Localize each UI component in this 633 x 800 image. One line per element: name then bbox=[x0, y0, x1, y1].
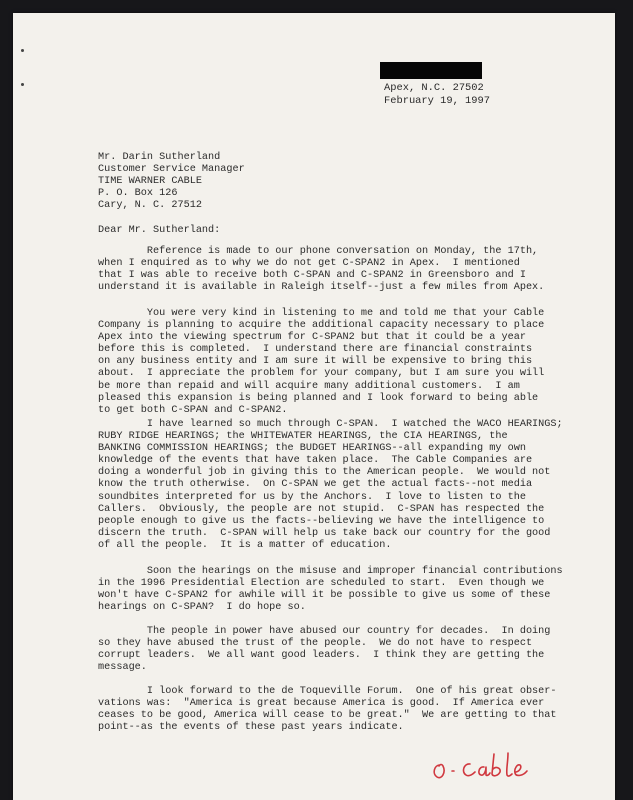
redacted-sender-name bbox=[380, 62, 482, 79]
paragraph-5: The people in power have abused our country for decades. In doing so they have abused the trust of the people. We do not have to respect corrupt leaders. We all want good leaders. I think they are getting the message. bbox=[98, 626, 551, 674]
recipient-company: TIME WARNER CABLE bbox=[98, 176, 202, 188]
recipient-title: Customer Service Manager bbox=[98, 164, 245, 176]
punch-hole bbox=[21, 83, 24, 86]
punch-hole bbox=[21, 49, 24, 52]
recipient-address bbox=[98, 152, 568, 212]
paragraph-3: I have learned so much through C-SPAN. I watched the WACO HEARINGS; RUBY RIDGE HEARINGS; the WHITEWATER HEARINGS, the CIA HEARINGS, the BANKING COMMISSION HEARINGS; the BUDGET HEARINGS--all expanding my own knowledge of the events that have taken place. The Cable Companies are doing a wonderful job in giving this to the American people. We would not know the truth otherwise. On C-SPAN we get the actual facts--not media soundbites interpreted for us by the Anchors. I love to listen to the Callers. Obviously, the people are not stupid. C-SPAN has respected the people enough to give us the facts--believing we have the intelligence to discern the truth. C-SPAN will help us take back our country for the good of all the people. It is a matter of education. bbox=[98, 419, 563, 551]
recipient-name: Mr. Darin Sutherland bbox=[98, 152, 221, 163]
recipient-city: Cary, N. C. 27512 bbox=[98, 200, 202, 212]
paragraph-4: Soon the hearings on the misuse and improper financial contributions in the 1996 Presidential Election are scheduled to start. Even though we won't have C-SPAN2 for awhile will it be possible to give us some of these hearings on C-SPAN? I do hope so. bbox=[98, 566, 563, 614]
sender-block bbox=[384, 82, 490, 108]
sender-city: Apex, N.C. 27502 bbox=[384, 82, 484, 94]
salutation: Dear Mr. Sutherland: bbox=[98, 225, 221, 236]
handwritten-annotation bbox=[428, 750, 548, 786]
letter-date: February 19, 1997 bbox=[384, 95, 491, 107]
paragraph-1: Reference is made to our phone conversation on Monday, the 17th, when I enquired as to why we do not get C-SPAN2 in Apex. I mentioned that I was able to receive both C-SPAN and C-SPAN2 in Greensboro and I understand it is available in Raleigh itself--just a few miles from Apex. bbox=[98, 246, 545, 294]
paragraph-6: I look forward to the de Toqueville Forum. One of his great obser- vations was: "America is great because America is good. If America ever ceases to be good, America will cease to be great." We are getting to that point--as the events of these past years indicate. bbox=[98, 686, 557, 734]
paragraph-2: You were very kind in listening to me and told me that your Cable Company is planning to acquire the additional capacity necessary to place Apex into the viewing spectrum for C-SPAN2 but that it could be a year before this is completed. I understand there are financial constraints on any business entity and I am sure it will be expensive to bring this about. I appreciate the problem for your company, but I am sure you will be more than repaid and will acquire many additional customers. I am pleased this expansion is being planned and I look forward to being able to get both C-SPAN and C-SPAN2. bbox=[98, 308, 545, 416]
recipient-po-box: P. O. Box 126 bbox=[98, 188, 178, 200]
